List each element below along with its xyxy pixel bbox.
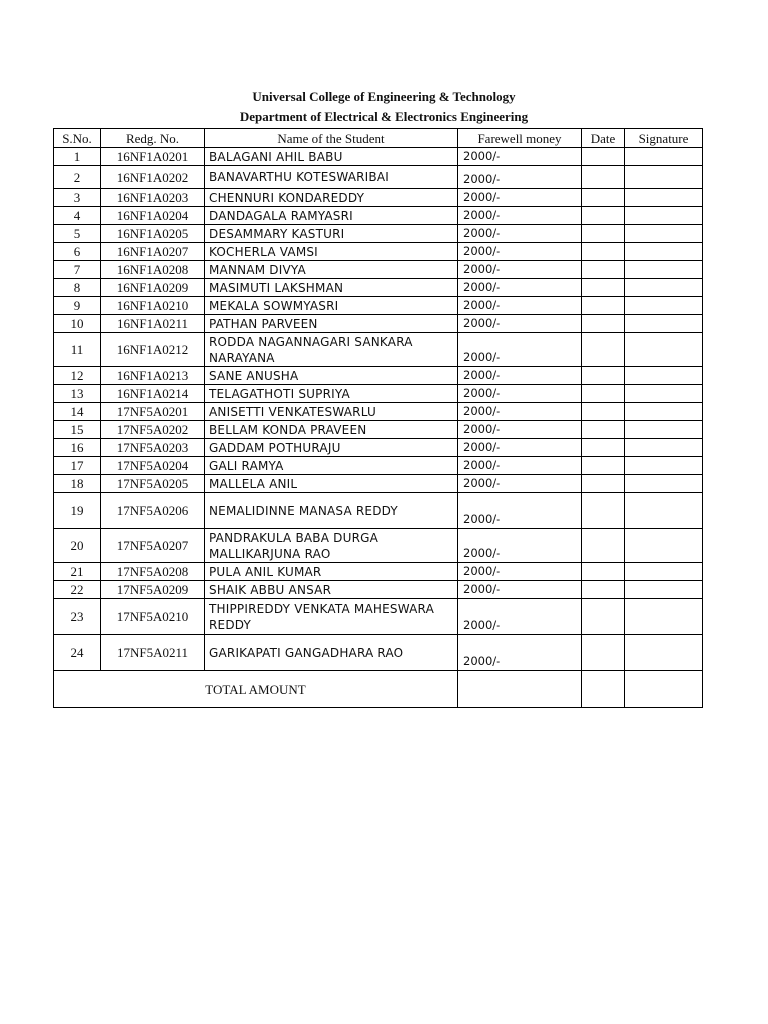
student-name-cell: TELAGATHOTI SUPRIYA — [205, 385, 458, 403]
student-name-cell: RODDA NAGANNAGARI SANKARA NARAYANA — [205, 333, 458, 367]
student-name-cell: KOCHERLA VAMSI — [205, 243, 458, 261]
signature-cell — [625, 333, 703, 367]
regd-no-cell: 16NF1A0209 — [101, 279, 205, 297]
table-row — [54, 367, 703, 385]
date-cell — [582, 166, 625, 189]
farewell-money-cell: 2000/- — [458, 475, 582, 493]
farewell-money-cell: 2000/- — [458, 581, 582, 599]
department-title: Department of Electrical & Electronics Engineering — [239, 109, 529, 124]
student-name-cell: MASIMUTI LAKSHMAN — [205, 279, 458, 297]
signature-cell — [625, 563, 703, 581]
sno-cell: 7 — [54, 261, 101, 279]
student-name-cell: BANAVARTHU KOTESWARIBAI — [205, 166, 458, 189]
regd-no-cell: 16NF1A0207 — [101, 243, 205, 261]
column-header-farewell-money: Farewell money — [458, 129, 582, 148]
sno-cell: 19 — [54, 493, 101, 529]
table-row — [54, 581, 703, 599]
regd-no-cell: 17NF5A0201 — [101, 403, 205, 421]
signature-cell — [625, 189, 703, 207]
sno-cell: 15 — [54, 421, 101, 439]
farewell-money-cell: 2000/- — [458, 243, 582, 261]
sno-cell: 1 — [54, 148, 101, 166]
signature-cell — [625, 635, 703, 671]
table-row — [54, 421, 703, 439]
student-name-cell: GARIKAPATI GANGADHARA RAO — [205, 635, 458, 671]
table-row — [54, 166, 703, 189]
regd-no-cell: 16NF1A0201 — [101, 148, 205, 166]
table-body — [54, 148, 703, 671]
sno-cell: 13 — [54, 385, 101, 403]
regd-no-cell: 16NF1A0211 — [101, 315, 205, 333]
date-cell — [582, 243, 625, 261]
sno-cell: 18 — [54, 475, 101, 493]
farewell-money-cell: 2000/- — [458, 261, 582, 279]
regd-no-cell: 17NF5A0205 — [101, 475, 205, 493]
sno-cell: 12 — [54, 367, 101, 385]
date-cell — [582, 333, 625, 367]
table-row — [54, 439, 703, 457]
signature-cell — [625, 581, 703, 599]
farewell-money-cell: 2000/- — [458, 529, 582, 563]
column-header-date: Date — [582, 129, 625, 148]
farewell-money-cell: 2000/- — [458, 367, 582, 385]
date-cell — [582, 563, 625, 581]
regd-no-cell: 17NF5A0202 — [101, 421, 205, 439]
student-name-cell: SHAIK ABBU ANSAR — [205, 581, 458, 599]
signature-cell — [625, 403, 703, 421]
regd-no-cell: 16NF1A0204 — [101, 207, 205, 225]
sno-cell: 21 — [54, 563, 101, 581]
farewell-money-cell: 2000/- — [458, 421, 582, 439]
total-amount-value — [458, 671, 582, 708]
regd-no-cell: 16NF1A0210 — [101, 297, 205, 315]
signature-cell — [625, 243, 703, 261]
table-row — [54, 207, 703, 225]
signature-cell — [625, 493, 703, 529]
total-signature-cell — [625, 671, 703, 708]
sno-cell: 17 — [54, 457, 101, 475]
total-amount-label: TOTAL AMOUNT — [54, 671, 458, 708]
sno-cell: 8 — [54, 279, 101, 297]
regd-no-cell: 16NF1A0208 — [101, 261, 205, 279]
student-name-cell: THIPPIREDDY VENKATA MAHESWARA REDDY — [205, 599, 458, 635]
signature-cell — [625, 439, 703, 457]
date-cell — [582, 261, 625, 279]
table-row — [54, 279, 703, 297]
column-header-signature: Signature — [625, 129, 703, 148]
regd-no-cell: 17NF5A0209 — [101, 581, 205, 599]
student-name-cell: DANDAGALA RAMYASRI — [205, 207, 458, 225]
farewell-money-cell: 2000/- — [458, 635, 582, 671]
regd-no-cell: 17NF5A0203 — [101, 439, 205, 457]
regd-no-cell: 17NF5A0210 — [101, 599, 205, 635]
farewell-money-cell: 2000/- — [458, 207, 582, 225]
sno-cell: 6 — [54, 243, 101, 261]
table-row — [54, 261, 703, 279]
date-cell — [582, 403, 625, 421]
regd-no-cell: 16NF1A0203 — [101, 189, 205, 207]
signature-cell — [625, 261, 703, 279]
date-cell — [582, 367, 625, 385]
farewell-money-cell: 2000/- — [458, 385, 582, 403]
regd-no-cell: 17NF5A0208 — [101, 563, 205, 581]
farewell-money-cell: 2000/- — [458, 166, 582, 189]
sno-cell: 24 — [54, 635, 101, 671]
sno-cell: 5 — [54, 225, 101, 243]
signature-cell — [625, 166, 703, 189]
table-row — [54, 529, 703, 563]
table-row — [54, 403, 703, 421]
date-cell — [582, 581, 625, 599]
farewell-money-cell: 2000/- — [458, 599, 582, 635]
table-row — [54, 599, 703, 635]
student-name-cell: CHENNURI KONDAREDDY — [205, 189, 458, 207]
student-name-cell: NEMALIDINNE MANASA REDDY — [205, 493, 458, 529]
table-row — [54, 457, 703, 475]
regd-no-cell: 17NF5A0207 — [101, 529, 205, 563]
signature-cell — [625, 207, 703, 225]
signature-cell — [625, 315, 703, 333]
signature-cell — [625, 225, 703, 243]
sno-cell: 11 — [54, 333, 101, 367]
date-cell — [582, 421, 625, 439]
signature-cell — [625, 421, 703, 439]
sno-cell: 16 — [54, 439, 101, 457]
signature-cell — [625, 599, 703, 635]
regd-no-cell: 16NF1A0212 — [101, 333, 205, 367]
student-name-cell: BALAGANI AHIL BABU — [205, 148, 458, 166]
student-name-cell: ANISETTI VENKATESWARLU — [205, 403, 458, 421]
student-name-cell: PULA ANIL KUMAR — [205, 563, 458, 581]
table-row — [54, 563, 703, 581]
table-row — [54, 635, 703, 671]
table-row — [54, 333, 703, 367]
table-row — [54, 225, 703, 243]
table-header-row — [54, 129, 703, 148]
farewell-money-cell: 2000/- — [458, 297, 582, 315]
date-cell — [582, 529, 625, 563]
sno-cell: 4 — [54, 207, 101, 225]
date-cell — [582, 475, 625, 493]
regd-no-cell: 16NF1A0214 — [101, 385, 205, 403]
sno-cell: 9 — [54, 297, 101, 315]
sno-cell: 23 — [54, 599, 101, 635]
farewell-money-table — [53, 128, 703, 708]
farewell-money-cell: 2000/- — [458, 493, 582, 529]
date-cell — [582, 635, 625, 671]
date-cell — [582, 225, 625, 243]
student-name-cell: SANE ANUSHA — [205, 367, 458, 385]
table-row — [54, 243, 703, 261]
table-row — [54, 475, 703, 493]
farewell-money-cell: 2000/- — [458, 439, 582, 457]
farewell-money-cell: 2000/- — [458, 225, 582, 243]
table-row — [54, 297, 703, 315]
farewell-money-cell: 2000/- — [458, 315, 582, 333]
student-name-cell: GADDAM POTHURAJU — [205, 439, 458, 457]
student-name-cell: MEKALA SOWMYASRI — [205, 297, 458, 315]
table-row — [54, 315, 703, 333]
sno-cell: 10 — [54, 315, 101, 333]
signature-cell — [625, 475, 703, 493]
date-cell — [582, 599, 625, 635]
signature-cell — [625, 367, 703, 385]
farewell-money-cell: 2000/- — [458, 148, 582, 166]
sno-cell: 22 — [54, 581, 101, 599]
regd-no-cell: 16NF1A0205 — [101, 225, 205, 243]
farewell-money-cell: 2000/- — [458, 403, 582, 421]
date-cell — [582, 493, 625, 529]
student-name-cell: PATHAN PARVEEN — [205, 315, 458, 333]
signature-cell — [625, 529, 703, 563]
signature-cell — [625, 385, 703, 403]
sno-cell: 14 — [54, 403, 101, 421]
date-cell — [582, 189, 625, 207]
regd-no-cell: 17NF5A0211 — [101, 635, 205, 671]
regd-no-cell: 17NF5A0204 — [101, 457, 205, 475]
student-name-cell: MANNAM DIVYA — [205, 261, 458, 279]
farewell-money-cell: 2000/- — [458, 563, 582, 581]
date-cell — [582, 148, 625, 166]
date-cell — [582, 297, 625, 315]
column-header-regd-no: Redg. No. — [101, 129, 205, 148]
table-row — [54, 148, 703, 166]
date-cell — [582, 385, 625, 403]
farewell-money-cell: 2000/- — [458, 333, 582, 367]
table-row — [54, 385, 703, 403]
total-date-cell — [582, 671, 625, 708]
farewell-money-cell: 2000/- — [458, 279, 582, 297]
column-header-sno: S.No. — [54, 129, 101, 148]
table-row — [54, 189, 703, 207]
regd-no-cell: 16NF1A0202 — [101, 166, 205, 189]
student-name-cell: DESAMMARY KASTURI — [205, 225, 458, 243]
date-cell — [582, 457, 625, 475]
college-title: Universal College of Engineering & Technology — [252, 89, 516, 104]
sno-cell: 2 — [54, 166, 101, 189]
farewell-money-cell: 2000/- — [458, 457, 582, 475]
date-cell — [582, 279, 625, 297]
signature-cell — [625, 297, 703, 315]
regd-no-cell: 17NF5A0206 — [101, 493, 205, 529]
sno-cell: 20 — [54, 529, 101, 563]
signature-cell — [625, 279, 703, 297]
student-name-cell: GALI RAMYA — [205, 457, 458, 475]
student-name-cell: MALLELA ANIL — [205, 475, 458, 493]
student-name-cell: BELLAM KONDA PRAVEEN — [205, 421, 458, 439]
student-name-cell: PANDRAKULA BABA DURGA MALLIKARJUNA RAO — [205, 529, 458, 563]
signature-cell — [625, 457, 703, 475]
date-cell — [582, 439, 625, 457]
date-cell — [582, 315, 625, 333]
total-row — [54, 671, 703, 708]
table-row — [54, 493, 703, 529]
farewell-money-cell: 2000/- — [458, 189, 582, 207]
signature-cell — [625, 148, 703, 166]
sno-cell: 3 — [54, 189, 101, 207]
regd-no-cell: 16NF1A0213 — [101, 367, 205, 385]
column-header-student-name: Name of the Student — [205, 129, 458, 148]
date-cell — [582, 207, 625, 225]
